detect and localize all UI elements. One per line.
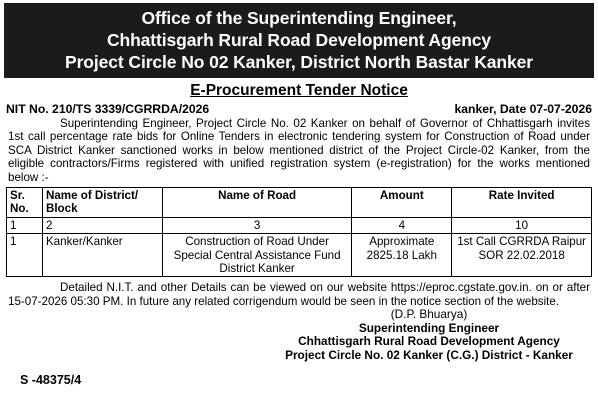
- cell-sr: 1: [7, 234, 43, 277]
- signature-block: [264, 308, 594, 362]
- reference-number: S -48375/4: [20, 373, 82, 387]
- index-cell: 3: [162, 217, 352, 233]
- table-header-row: [7, 188, 592, 218]
- index-cell: 1: [7, 217, 43, 233]
- col-header-amount: Amount: [352, 188, 452, 218]
- header-line-2: Chhattisgarh Rural Road Development Agency: [106, 30, 492, 50]
- index-cell: 2: [42, 217, 162, 233]
- signatory-office: Project Circle No. 02 Kanker (C.G.) District - Kanker: [285, 348, 573, 363]
- nit-line: [4, 102, 594, 117]
- signatory-agency: Chhattisgarh Rural Road Development Agency: [298, 334, 560, 349]
- cell-amount: Approximate 2825.18 Lakh: [352, 234, 452, 277]
- intro-paragraph: Superintending Engineer, Project Circle No. 02 Kanker on behalf of Governor of Chhattisgarh invites 1st call percentage rate bids for Online Tenders in electronic tendering system for Construction of Road under SCA District Kanker sanctioned works in below mentioned district of the Project Circle-02 Kanker, from the eligible contractors/Firms registered with unified registration system (e-registration) for the works mentioned below :-: [8, 117, 590, 184]
- col-header-district: Name of District/ Block: [42, 188, 162, 218]
- header-line-1: Office of the Superintending Engineer,: [141, 8, 457, 28]
- signatory-name: (D.P. Bhuarya): [390, 307, 468, 322]
- col-header-sr: Sr. No.: [7, 188, 43, 218]
- nit-number: NIT No. 210/TS 3339/CGRRDA/2026: [6, 102, 210, 116]
- nit-date: kanker, Date 07-07-2026: [454, 102, 592, 116]
- table-row: [7, 234, 592, 277]
- header-line-3: Project Circle No 02 Kanker, District North Bastar Kanker: [65, 52, 533, 72]
- col-header-road: Name of Road: [162, 188, 352, 218]
- index-cell: 4: [352, 217, 452, 233]
- cell-road: Construction of Road Under Special Central Assistance Fund District Kanker: [162, 234, 352, 277]
- notice-title: E-Procurement Tender Notice: [190, 82, 408, 99]
- index-cell: 10: [452, 217, 592, 233]
- cell-district: Kanker/Kanker: [42, 234, 162, 277]
- cell-rate: 1st Call CGRRDA Raipur SOR 22.02.2018: [452, 234, 592, 277]
- footer-paragraph: Detailed N.I.T. and other Details can be viewed on our website https://eproc.cgstate.gov.in. on or after 15-07-2026 05:30 PM. In future any related corrigendum would be seen in the notice section of the website.: [8, 281, 590, 308]
- works-table: [6, 187, 592, 277]
- office-header: [4, 3, 594, 78]
- signatory-designation: Superintending Engineer: [358, 320, 500, 335]
- table-index-row: [7, 217, 592, 233]
- col-header-rate: Rate Invited: [452, 188, 592, 218]
